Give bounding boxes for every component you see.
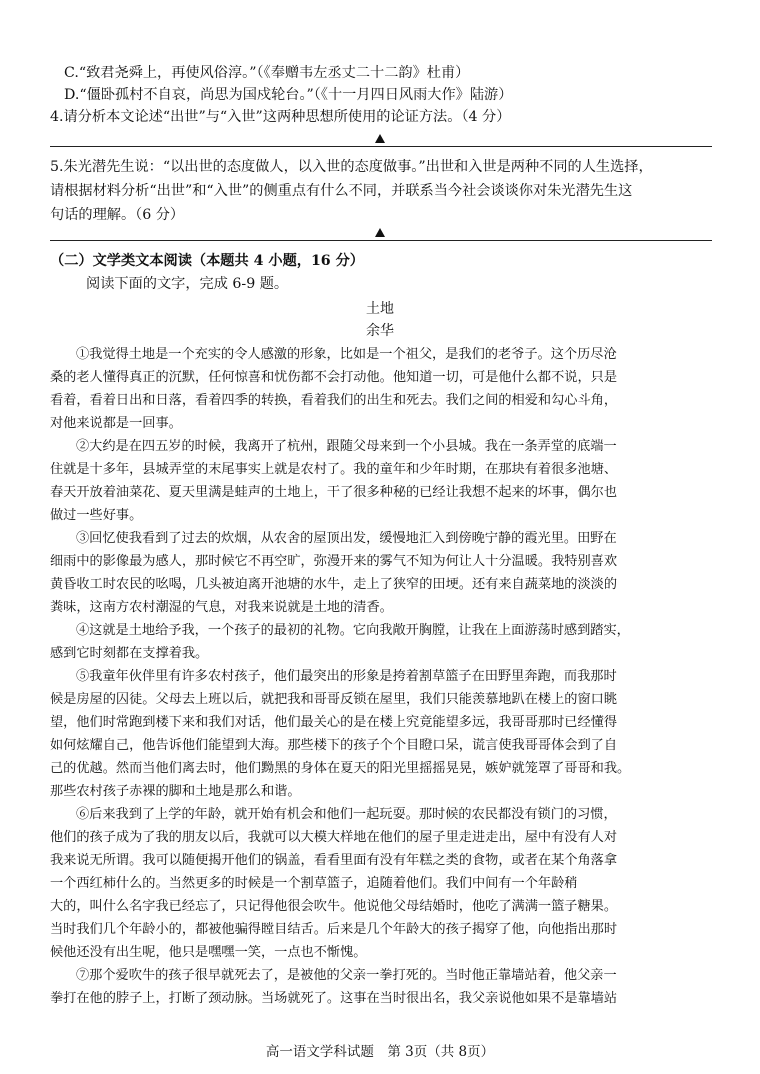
question-5-line-3: 句话的理解。（6 分） xyxy=(50,207,185,223)
story-line: 己的优越。然而当他们离去时，他们黝黑的身体在夏天的阳光里摇摇晃晃，嫉妒就笼罩了哥哥和我。 xyxy=(50,761,631,776)
story-line: 黄昏收工时农民的吆喝，几头被迫离开池塘的水牛，走上了狭窄的田埂。还有来自蔬菜地的淡淡的 xyxy=(50,577,618,592)
story-line: 他们的孩子成为了我的朋友以后，我就可以大模大样地在他们的屋子里走进走出，屋中有没有人对 xyxy=(50,830,618,845)
story-line: 看着，看着日出和日落，看着四季的转换，看着我们的出生和死去。我们之间的相爱和勾心斗角， xyxy=(50,393,618,408)
question-4: 4.请分析本文论述“出世”与“入世”这两种思想所使用的论证方法。（4 分） xyxy=(50,109,511,125)
story-line: ①我觉得土地是一个充实的令人感激的形象，比如是一个祖父，是我们的老爷子。这个历尽沧 xyxy=(76,347,617,362)
story-line: 当时我们几个年龄小的，都被他骗得瞠目结舌。后来是几个年龄大的孩子揭穿了他，向他指出那时 xyxy=(50,922,618,937)
story-line: 住就是十多年，县城弄堂的末尾事实上就是农村了。我的童年和少年时期，在那块有着很多池塘、 xyxy=(50,462,618,477)
story-line: ③回忆使我看到了过去的炊烟，从农舍的屋顶出发，缓慢地汇入到傍晚宁静的霞光里。田野在 xyxy=(76,531,617,546)
story-title: 土地 xyxy=(366,301,394,317)
story-line: 大的，叫什么名字我已经忘了，只记得他很会吹牛。他说他父母结婚时，他吃了满满一篮子糖果。 xyxy=(50,899,618,914)
story-line: ⑤我童年伙伴里有许多农村孩子，他们最突出的形象是挎着割草篮子在田野里奔跑，而我那时 xyxy=(76,669,617,684)
story-line: 对他来说都是一回事。 xyxy=(50,416,182,431)
question-5-line-2: 请根据材料分析“出世”和“入世”的侧重点有什么不同，并联系当今社会谈谈你对朱光潜先生这 xyxy=(50,183,633,199)
story-line: ⑦那个爱吹牛的孩子很早就死去了，是被他的父亲一拳打死的。当时他正靠墙站着，他父亲一 xyxy=(76,968,617,983)
story-line: 我来说无所谓。我可以随便揭开他们的锅盖，看看里面有没有年糕之类的食物，或者在某个角落拿 xyxy=(50,853,618,868)
story-line: ⑥后来我到了上学的年龄，就开始有机会和他们一起玩耍。那时候的农民都没有锁门的习惯， xyxy=(76,807,617,822)
section-instruction: 阅读下面的文字，完成 6-9 题。 xyxy=(86,276,289,292)
story-line: 春天开放着油菜花、夏天里满是蛙声的土地上，干了很多种秘的已经让我想不起来的坏事，偶尔也 xyxy=(50,485,618,500)
story-line: 拳打在他的脖子上，打断了颈动脉。当场就死了。这事在当时很出名，我父亲说他如果不是靠墙站 xyxy=(50,991,618,1006)
story-line: 那些农村孩子赤裸的脚和土地是那么和谐。 xyxy=(50,784,301,799)
answer-triangle-icon xyxy=(375,134,385,143)
story-line: 候他还没有出生呢，他只是嘿嘿一笑，一点也不惭愧。 xyxy=(50,945,367,960)
section-heading: （二）文学类文本阅读（本题共 4 小题，16 分） xyxy=(50,253,364,269)
answer-triangle-icon xyxy=(375,228,385,237)
story-line: ④这就是土地给予我，一个孩子的最初的礼物。它向我敞开胸膛，让我在上面游荡时感到踏实， xyxy=(76,623,630,638)
story-author: 余华 xyxy=(366,323,394,339)
story-line: 桑的老人懂得真正的沉默，任何惊喜和忧伤都不会打动他。他知道一切，可是他什么都不说，只是 xyxy=(50,370,618,385)
answer-rule xyxy=(50,146,712,147)
question-5-line-1: 5.朱光潜先生说：“以出世的态度做人，以入世的态度做事。”出世和入世是两种不同的人生选择， xyxy=(50,159,653,175)
story-line: 望，他们时常跑到楼下来和我们对话，他们最关心的是在楼上究竟能望多远，我哥哥那时已经懂得 xyxy=(50,715,618,730)
story-line: 做过一些好事。 xyxy=(50,508,143,523)
page-footer: 高一语文学科试题 第 3页（共 8页） xyxy=(265,1044,495,1060)
story-line: 如何炫耀自己，他告诉他们能望到大海。那些楼下的孩子个个目瞪口呆，谎言使我哥哥体会到了自 xyxy=(50,738,618,753)
answer-rule xyxy=(50,240,712,241)
story-line: 细雨中的影像最为感人，那时候它不再空旷，弥漫开来的雾气不知为何让人十分温暖。我特别喜欢 xyxy=(50,554,618,569)
option-d: D.“僵卧孤村不自哀，尚思为国戍轮台。”（《十一月四日风雨大作》陆游） xyxy=(64,87,513,103)
story-line: 一个西红柿什么的。当然更多的时候是一个割草篮子，追随着他们。我们中间有一个年龄稍 xyxy=(50,876,578,891)
story-line: 粪味，这南方农村潮湿的气息，对我来说就是土地的清香。 xyxy=(50,600,393,615)
story-line: 候是房屋的囚徒。父母去上班以后，就把我和哥哥反锁在屋里，我们只能羡慕地趴在楼上的窗口眺 xyxy=(50,692,618,707)
option-c: C.“致君尧舜上，再使风俗淳。”（《奉赠韦左丞丈二十二韵》杜甫） xyxy=(64,65,470,81)
story-line: 感到它时刻都在支撑着我。 xyxy=(50,646,209,661)
story-line: ②大约是在四五岁的时候，我离开了杭州，跟随父母来到一个小县城。我在一条弄堂的底端一 xyxy=(76,439,617,454)
